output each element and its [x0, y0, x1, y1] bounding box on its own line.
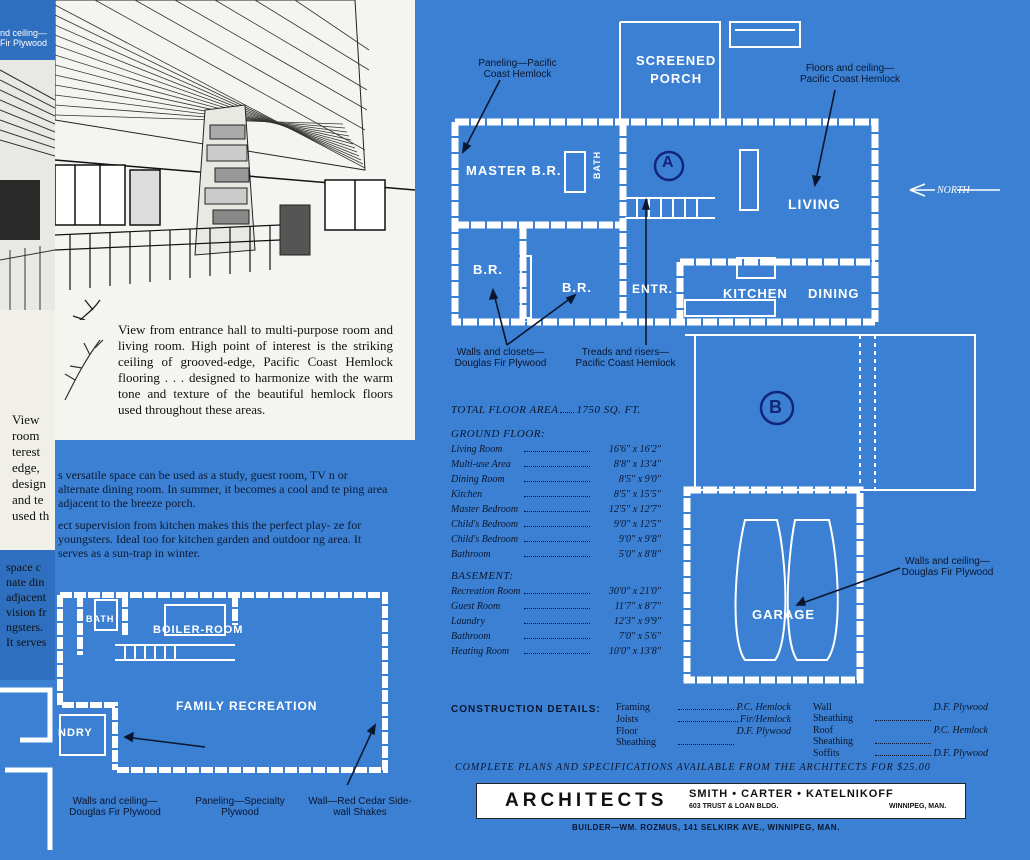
- basement-note-paneling: Paneling—Specialty Plywood: [195, 796, 285, 818]
- construction-item: Framing: [616, 702, 650, 713]
- family-recreation-label: FAMILY RECREATION: [176, 699, 318, 713]
- note-floors: Floors and ceiling— Pacific Coast Hemlock: [799, 63, 901, 85]
- dining-label: DINING: [808, 286, 860, 301]
- floor-area-section: [451, 404, 661, 661]
- builder-line: BUILDER—WM. ROZMUS, 141 SELKIRK AVE., WINNIPEG, MAN.: [572, 823, 840, 832]
- strip-plan-fragment: [0, 680, 55, 860]
- construction-item: Floor Sheathing: [616, 726, 656, 748]
- area-row: [451, 646, 661, 657]
- room-name: Master Bedroom: [451, 504, 519, 515]
- room-name: Guest Room: [451, 601, 501, 612]
- photo-caption: View from entrance hall to multi-purpose room and living room. High point of interest is the striking ceiling of grooved-edge, Pacific Coast Hemlock flooring . . . designed to harmonize with the warm tone and texture of the beautiful hemlock floors used throughout these areas.: [118, 322, 393, 417]
- area-row: [451, 459, 661, 470]
- construction-material: D.F. Plywood: [933, 748, 988, 759]
- illustration-drawing: [55, 0, 415, 320]
- br-1-label: B.R.: [473, 262, 503, 277]
- area-row: [451, 534, 661, 545]
- strip-fragments-1: View room terest edge, design and te used th: [12, 412, 50, 523]
- room-dimensions: 12'3" x 9'9": [613, 616, 661, 627]
- room-name: Heating Room: [451, 646, 510, 657]
- area-row: [451, 631, 661, 642]
- screened-porch-label: SCREENED PORCH: [636, 53, 717, 86]
- area-row: [451, 549, 661, 560]
- room-dimensions: 5'0" x 8'8": [618, 549, 661, 560]
- area-row: [451, 586, 661, 597]
- note-treads: Treads and risers— Pacific Coast Hemlock: [575, 347, 676, 369]
- construction-material: Fir/Hemlock: [739, 714, 791, 725]
- total-floor-area: TOTAL FLOOR AREA 1750 SQ. FT.: [451, 404, 641, 416]
- construction-row: [813, 702, 988, 724]
- construction-row: [813, 748, 988, 759]
- room-name: Living Room: [451, 444, 503, 455]
- basement-heading: BASEMENT:: [451, 570, 514, 582]
- garage-label: GARAGE: [752, 607, 816, 622]
- architects-city: WINNIPEG, MAN.: [889, 803, 947, 810]
- bath-label: BATH: [592, 150, 603, 180]
- area-a-label: A: [662, 154, 675, 171]
- strip-top-text: nd ceiling— Fir Plywood: [0, 28, 48, 48]
- construction-item: Wall Sheathing: [813, 702, 853, 724]
- room-dimensions: 8'8" x 13'4": [613, 459, 661, 470]
- area-b-label: B: [769, 397, 783, 417]
- laundry-label: NDRY: [58, 727, 93, 739]
- architects-box: [476, 783, 966, 819]
- body-paragraph-2: ect supervision from kitchen makes this the perfect play- ze for youngsters. Ideal too for kitchen garden and outdoor ng area. It serves as a sun-trap in winter.: [58, 518, 362, 560]
- construction-item: Joists: [616, 714, 639, 725]
- basement-list: [451, 586, 661, 657]
- construction-row: [616, 726, 791, 748]
- room-dimensions: 10'0" x 13'8": [608, 646, 661, 657]
- construction-item: Roof Sheathing: [813, 725, 853, 747]
- room-name: Multi-use Area: [451, 459, 511, 470]
- strip-fragments-2: space c nate din adjacent vision fr ngsters. It serves: [6, 560, 47, 649]
- architects-label: ARCHITECTS: [505, 790, 668, 811]
- room-name: Recreation Room: [451, 586, 521, 597]
- north-label: NORTH: [937, 185, 970, 196]
- area-row: [451, 601, 661, 612]
- construction-row: [813, 725, 988, 747]
- architects-address: 603 TRUST & LOAN BLDG.: [689, 803, 779, 810]
- note-paneling: Paneling—Pacific Coast Hemlock: [478, 58, 557, 80]
- room-dimensions: 12'5" x 12'7": [608, 504, 661, 515]
- room-name: Dining Room: [451, 474, 505, 485]
- room-dimensions: 9'0" x 12'5": [613, 519, 661, 530]
- basement-note-wall-shakes: Wall—Red Cedar Side- wall Shakes: [308, 796, 412, 818]
- previous-page-strip: [0, 0, 55, 860]
- room-name: Bathroom: [451, 631, 491, 642]
- basement-bath-label: BATH: [86, 614, 115, 624]
- kitchen-label: KITCHEN: [723, 286, 788, 301]
- construction-heading: CONSTRUCTION DETAILS:: [451, 704, 601, 715]
- area-row: [451, 474, 661, 485]
- construction-col-1: [616, 702, 791, 749]
- br-2-label: B.R.: [562, 280, 592, 295]
- area-row: [451, 489, 661, 500]
- basement-note-walls: Walls and ceiling— Douglas Fir Plywood: [69, 796, 161, 818]
- construction-item: Soffits: [813, 748, 840, 759]
- room-dimensions: 8'5" x 9'0": [618, 474, 661, 485]
- living-label: LIVING: [788, 196, 841, 212]
- boiler-room-label: BOILER-ROOM: [153, 624, 244, 636]
- room-dimensions: 11'7" x 8'7": [614, 601, 661, 612]
- room-name: Bathroom: [451, 549, 491, 560]
- architects-names: SMITH • CARTER • KATELNIKOFF: [689, 788, 894, 800]
- construction-row: [616, 702, 791, 713]
- construction-material: D.F. Plywood: [736, 726, 791, 737]
- master-br-label: MASTER B.R.: [466, 163, 562, 178]
- area-row: [451, 504, 661, 515]
- construction-material: P.C. Hemlock: [736, 702, 791, 713]
- note-walls-closets: Walls and closets— Douglas Fir Plywood: [454, 347, 547, 369]
- strip-photo: [0, 60, 55, 310]
- room-dimensions: 16'6" x 16'2": [608, 444, 661, 455]
- plans-note: COMPLETE PLANS AND SPECIFICATIONS AVAILABLE FROM THE ARCHITECTS FOR $25.00: [455, 762, 931, 773]
- ground-floor-heading: GROUND FLOOR:: [451, 428, 546, 440]
- plant-sketch: [60, 300, 110, 420]
- room-dimensions: 9'0" x 9'8": [618, 534, 661, 545]
- area-row: [451, 444, 661, 455]
- body-paragraph-1: s versatile space can be used as a study, guest room, TV n or alternate dining room. In summer, it becomes a cool and te ping area adjacent to the breeze porch.: [58, 468, 388, 510]
- construction-row: [616, 714, 791, 725]
- room-name: Laundry: [451, 616, 485, 627]
- ground-floor-list: [451, 444, 661, 560]
- construction-material: D.F. Plywood: [933, 702, 988, 713]
- note-garage-walls: Walls and ceiling— Douglas Fir Plywood: [901, 556, 994, 578]
- room-name: Child's Bedroom: [451, 534, 519, 545]
- area-row: [451, 616, 661, 627]
- room-dimensions: 7'0" x 5'6": [618, 631, 661, 642]
- room-dimensions: 8'5" x 15'5": [613, 489, 661, 500]
- room-name: Child's Bedroom: [451, 519, 519, 530]
- construction-col-2: [813, 702, 988, 760]
- room-name: Kitchen: [451, 489, 483, 500]
- area-row: [451, 519, 661, 530]
- entrance-label: ENTR.: [632, 282, 673, 296]
- body-text: [58, 468, 388, 568]
- room-dimensions: 30'0" x 21'0": [608, 586, 661, 597]
- construction-material: P.C. Hemlock: [933, 725, 988, 736]
